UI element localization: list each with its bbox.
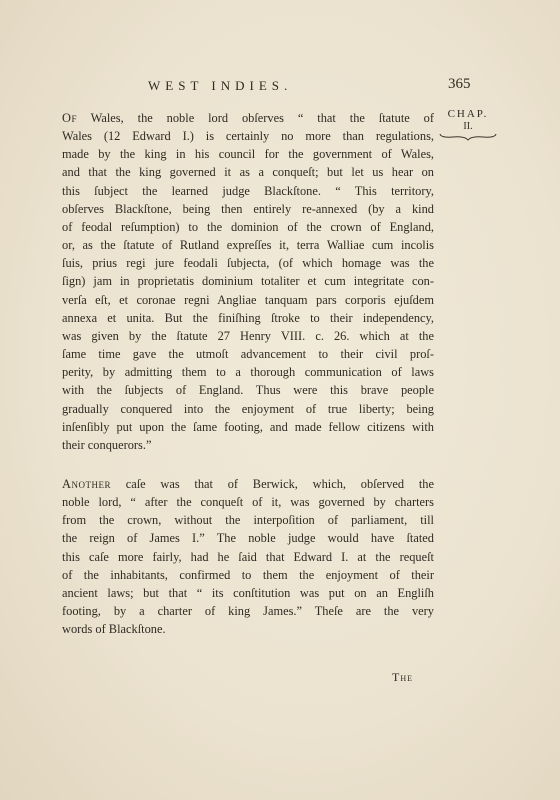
text-line-rest: Wales, the noble lord obſerves “ that the ſtatute of — [76, 111, 434, 125]
page-number: 365 — [448, 76, 471, 92]
text-line: Wales (12 Edward I.) is certainly no more than regulations, — [62, 129, 434, 144]
text-line: ancient laws; but that “ its conſtitution was put on an Engliſh — [62, 585, 434, 600]
paragraph-berwick — [62, 475, 434, 638]
text-line: this ſubject the learned judge Blackſtone. “ This territory, — [62, 183, 434, 198]
paragraph-lead-word: Of — [62, 111, 77, 125]
paragraph-wales — [62, 109, 434, 454]
text-line: of the inhabitants, confirmed to them the enjoyment of their — [62, 567, 434, 582]
text-line: or, as the ſtatute of Rutland expreſſes it, terra Walliae cum incolis — [62, 238, 434, 253]
text-line — [62, 475, 434, 493]
text-line: annexa et unita. But the finiſhing ſtroke to their independency, — [62, 310, 434, 325]
paragraph-lead-word: Another — [62, 477, 111, 491]
text-line: of feodal reſumption) to the dominion of the crown of England, — [62, 219, 434, 234]
text-line: ſuis, prius regi jure feodali ſubjecta, (of which homage was the — [62, 256, 434, 271]
text-line: ſame time gave the utmoſt advancement to their civil proſ- — [62, 347, 434, 362]
text-line: made by the king in his council for the government of Wales, — [62, 147, 434, 162]
text-line: their conquerors.” — [62, 437, 152, 452]
text-line: with the ſubjects of England. Thus were this brave people — [62, 383, 434, 398]
text-line: the reign of James I.” The noble judge would have ſtated — [62, 531, 434, 546]
text-line: this caſe more fairly, had he ſaid that Edward I. at the requeſt — [62, 549, 434, 564]
marginal-chap-label: CHAP. — [447, 108, 489, 120]
text-line: verſa eſt, et coronae regni Angliae tanquam pars corporis ejuſdem — [62, 292, 434, 307]
text-line: footing, by a charter of king James.” Theſe are the very — [62, 604, 434, 619]
text-line — [62, 109, 434, 127]
brace-ornament-icon — [439, 133, 497, 141]
text-line: from the crown, without the interpoſition of parliament, till — [62, 513, 434, 528]
running-header: WEST INDIES. — [148, 78, 293, 93]
text-line: perity, by admitting them to a thorough communication of laws — [62, 365, 434, 380]
text-line: inſenſibly put upon the ſame footing, and made fellow citizens with — [62, 419, 434, 434]
text-line: was given by the ſtatute 27 Henry VIII. c. 26. which at the — [62, 328, 434, 343]
text-line-rest: caſe was that of Berwick, which, obſerved the — [110, 477, 434, 491]
text-line: and that the king governed it as a conqueſt; but let us hear on — [62, 165, 434, 180]
text-line: noble lord, “ after the conqueſt of it, was governed by charters — [62, 495, 434, 510]
text-line: words of Blackſtone. — [62, 622, 166, 637]
marginal-chapter-note — [438, 108, 498, 141]
text-line: gradually conquered into the enjoyment of true liberty; being — [62, 401, 434, 416]
text-line: obſerves Blackſtone, being then entirely re-annexed (by a kind — [62, 201, 434, 216]
text-line: ſign) jam in proprietatis dominium totaliter et cum integritate con- — [62, 274, 434, 289]
marginal-chap-number: II. — [463, 121, 473, 132]
catchword: The — [392, 670, 413, 684]
